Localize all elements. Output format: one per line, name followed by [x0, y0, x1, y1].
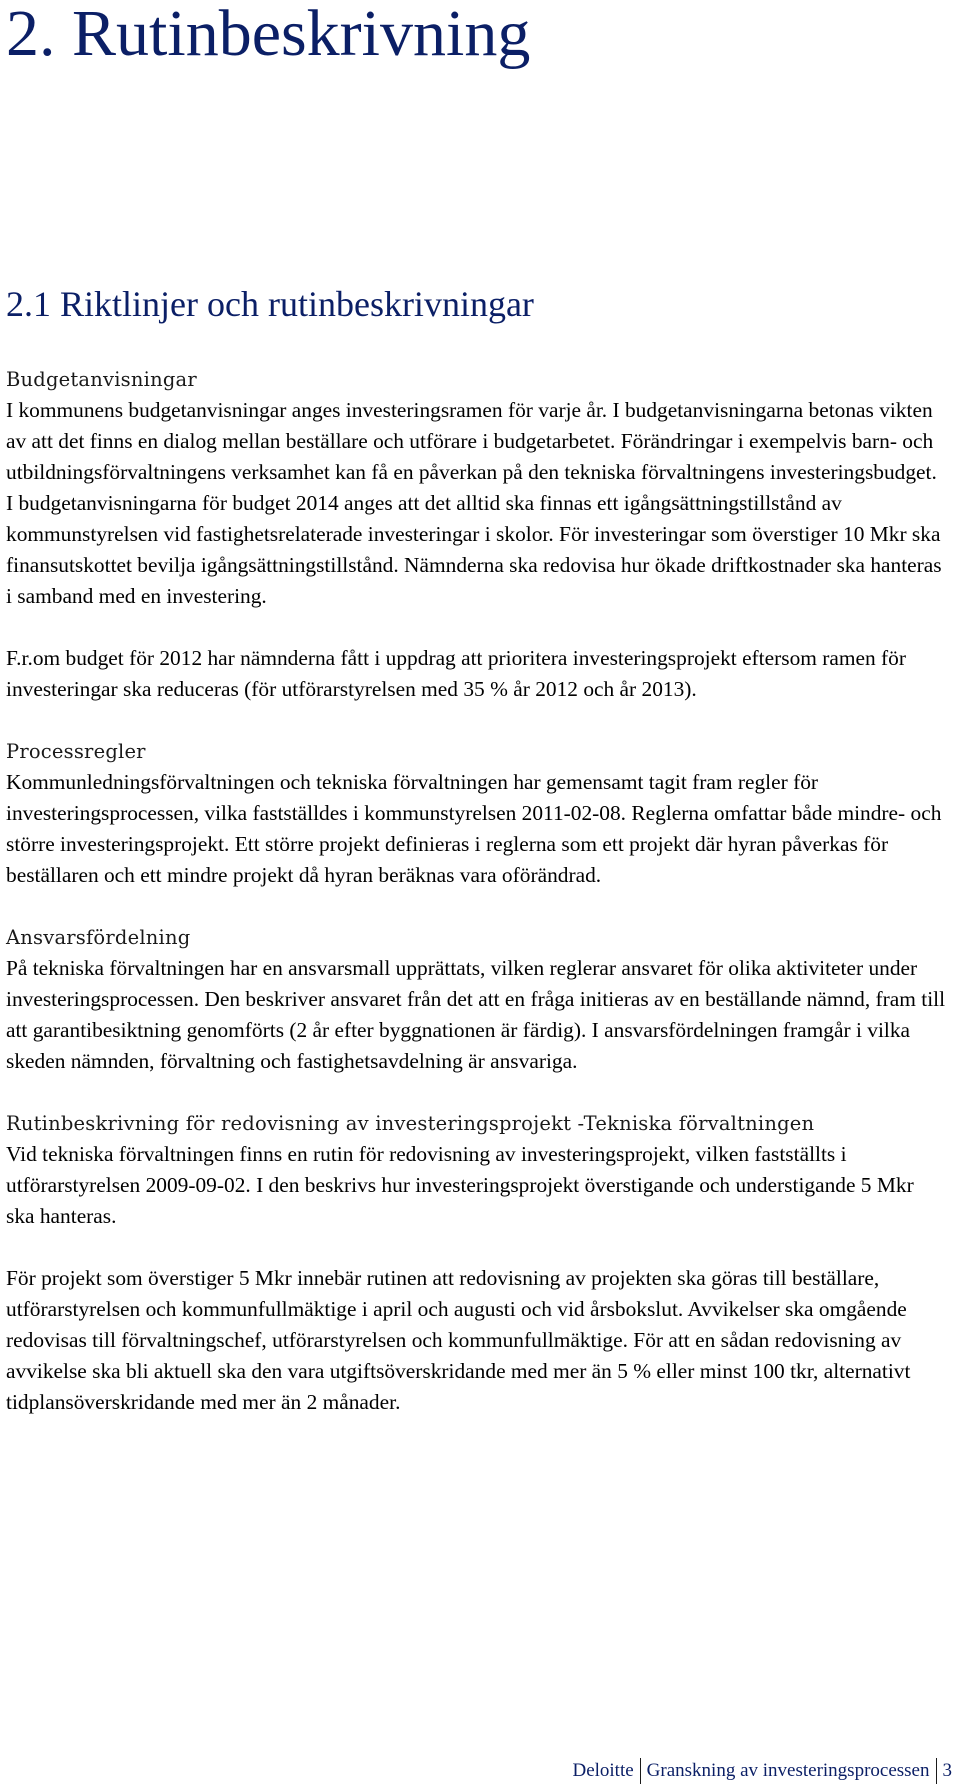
paragraph: För projekt som överstiger 5 Mkr innebär rutinen att redovisning av projekten ska göras till beställare, utförarstyrelsen och kommunfullmäktige i april och augusti och vid årsbokslut. Avvikelser ska omgående redovisas till förvaltningschef, utförarstyrelsen och kommunfullmäktige. För att en sådan redovisning av avvikelse ska bli aktuell ska den vara utgiftsöverskridande med mer än 5 % eller minst 100 tkr, alternativt tidplansöverskridande med mer än 2 månader.: [6, 1266, 911, 1414]
document-body: [6, 364, 946, 1449]
footer-page-number: 3: [942, 1760, 952, 1781]
subheading-processregler: Processregler: [6, 740, 146, 763]
footer-company: Deloitte: [572, 1760, 634, 1781]
section-budgetanvisningar: [6, 364, 946, 705]
subheading-rutinbeskrivning: Rutinbeskrivning för redovisning av investeringsprojekt -Tekniska förvaltningen: [6, 1112, 815, 1135]
paragraph: Vid tekniska förvaltningen finns en rutin för redovisning av investeringsprojekt, vilken fastställts i utförarstyrelsen 2009-09-02. I den beskrivs hur investeringsprojekt överstigande och understigande 5 Mkr ska hanteras.: [6, 1142, 914, 1228]
section-processregler: [6, 736, 946, 891]
subheading-budgetanvisningar: Budgetanvisningar: [6, 368, 197, 391]
footer-divider: [936, 1758, 937, 1784]
page-footer: [572, 1758, 952, 1784]
section-title: 2.1 Riktlinjer och rutinbeskrivningar: [6, 284, 534, 324]
paragraph: På tekniska förvaltningen har en ansvarsmall upprättats, vilken reglerar ansvaret för olika aktiviteter under investeringsprocessen. Den beskriver ansvaret från det att en fråga initieras av en beställande nämnd, fram till att garantibesiktning genomförts (2 år efter byggnationen är färdig). I ansvarsfördelningen framgår i vilka skeden nämnden, förvaltning och fastighetsavdelning är ansvariga.: [6, 956, 946, 1073]
footer-document-title: Granskning av investeringsprocessen: [646, 1760, 930, 1781]
section-ansvarsfordelning: [6, 922, 946, 1077]
subheading-ansvarsfordelning: Ansvarsfördelning: [6, 926, 191, 949]
section-rutinbeskrivning: [6, 1108, 946, 1418]
footer-divider: [640, 1758, 641, 1784]
paragraph: Kommunledningsförvaltningen och tekniska förvaltningen har gemensamt tagit fram regler för investeringsprocessen, vilka fastställdes i kommunstyrelsen 2011-02-08. Reglerna omfattar både mindre- och större investeringsprojekt. Ett större projekt definieras i reglerna som ett projekt där hyran påverkas för beställaren och ett mindre projekt då hyran beräknas vara oförändrad.: [6, 770, 942, 887]
paragraph: F.r.om budget för 2012 har nämnderna fått i uppdrag att prioritera investeringsprojekt eftersom ramen för investeringar ska reduceras (för utförarstyrelsen med 35 % år 2012 och år 2013).: [6, 646, 906, 701]
page-title: 2. Rutinbeskrivning: [6, 0, 531, 70]
paragraph: I kommunens budgetanvisningar anges investeringsramen för varje år. I budgetanvisningarna betonas vikten av att det finns en dialog mellan beställare och utförare i budgetarbetet. Förändringar i exempelvis barn- och utbildningsförvaltningens verksamhet kan få en påverkan på den tekniska förvaltningens investeringsbudget. I budgetanvisningarna för budget 2014 anges att det alltid ska finnas ett igångsättningstillstånd av kommunstyrelsen vid fastighetsrelaterade investeringar i skolor. För investeringar som överstiger 10 Mkr ska finansutskottet bevilja igångsättningstillstånd. Nämnderna ska redovisa hur ökade driftkostnader ska hanteras i samband med en investering.: [6, 398, 942, 608]
